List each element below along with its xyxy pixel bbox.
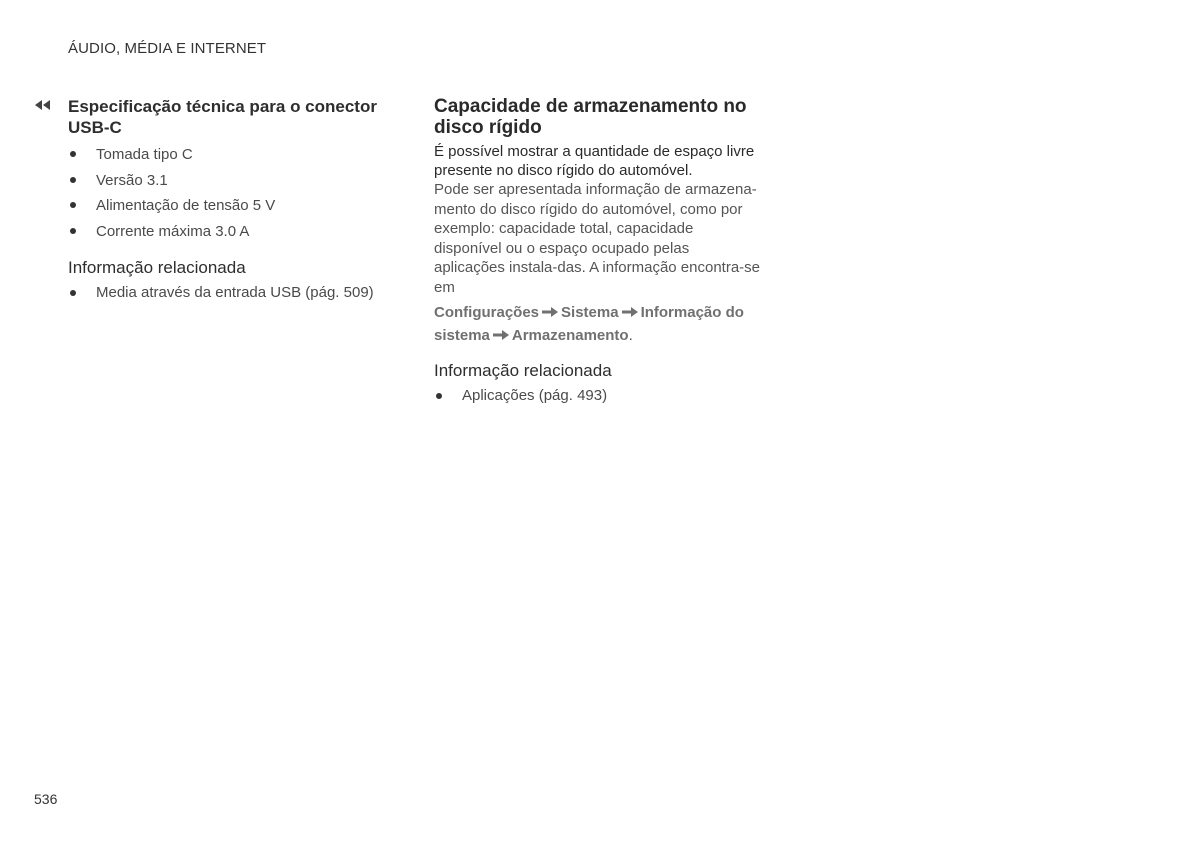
storage-lead-text: É possível mostrar a quantidade de espaço livre presente no disco rígido do automóvel.: [434, 143, 755, 179]
bullet-icon: [70, 228, 76, 234]
storage-body-text: Pode ser apresentada informação de armazena-mento do disco rígido do automóvel, como por exemplo: capacidade total, capacidade disponível ou o espaço ocupado pelas aplicações instala-das. A informação encontra-se em: [434, 181, 761, 296]
menu-path-step: Sistema: [561, 304, 619, 321]
related-link[interactable]: Aplicações (pág. 493): [434, 385, 764, 407]
storage-capacity-title: Capacidade de armazenamento no disco rígido: [434, 96, 747, 138]
menu-path-step: Informação do sistema: [434, 304, 744, 344]
bullet-icon: [70, 202, 76, 208]
related-info-list: [434, 385, 764, 407]
menu-path-step: Armazenamento: [511, 327, 629, 344]
bullet-icon: [70, 151, 76, 157]
menu-path: [434, 301, 764, 347]
related-info-list: [68, 282, 388, 304]
page-number: 536: [34, 791, 58, 807]
related-info-title: Informação relacionada: [68, 258, 246, 277]
bullet-icon: [70, 177, 76, 183]
right-column: [434, 96, 764, 407]
double-chevron-left-icon: [34, 99, 52, 111]
section-header: ÁUDIO, MÉDIA E INTERNET: [68, 40, 267, 57]
arrow-right-icon: [541, 306, 559, 318]
usb-c-spec-title: Especificação técnica para o conector USB-C: [68, 97, 377, 137]
related-info-title: Informação relacionada: [434, 361, 612, 380]
menu-path-end: .: [628, 327, 633, 344]
list-item: Tomada tipo C: [68, 142, 388, 168]
arrow-right-icon: [621, 306, 639, 318]
list-item: Versão 3.1: [68, 168, 388, 194]
usb-c-spec-list: [68, 142, 388, 244]
list-item: Corrente máxima 3.0 A: [68, 219, 388, 245]
menu-path-step: Configurações: [434, 304, 540, 321]
left-column: [68, 96, 388, 304]
related-link[interactable]: Media através da entrada USB (pág. 509): [68, 282, 388, 304]
arrow-right-icon: [492, 329, 510, 341]
bullet-icon: [436, 393, 442, 399]
list-item: Alimentação de tensão 5 V: [68, 193, 388, 219]
bullet-icon: [70, 290, 76, 296]
